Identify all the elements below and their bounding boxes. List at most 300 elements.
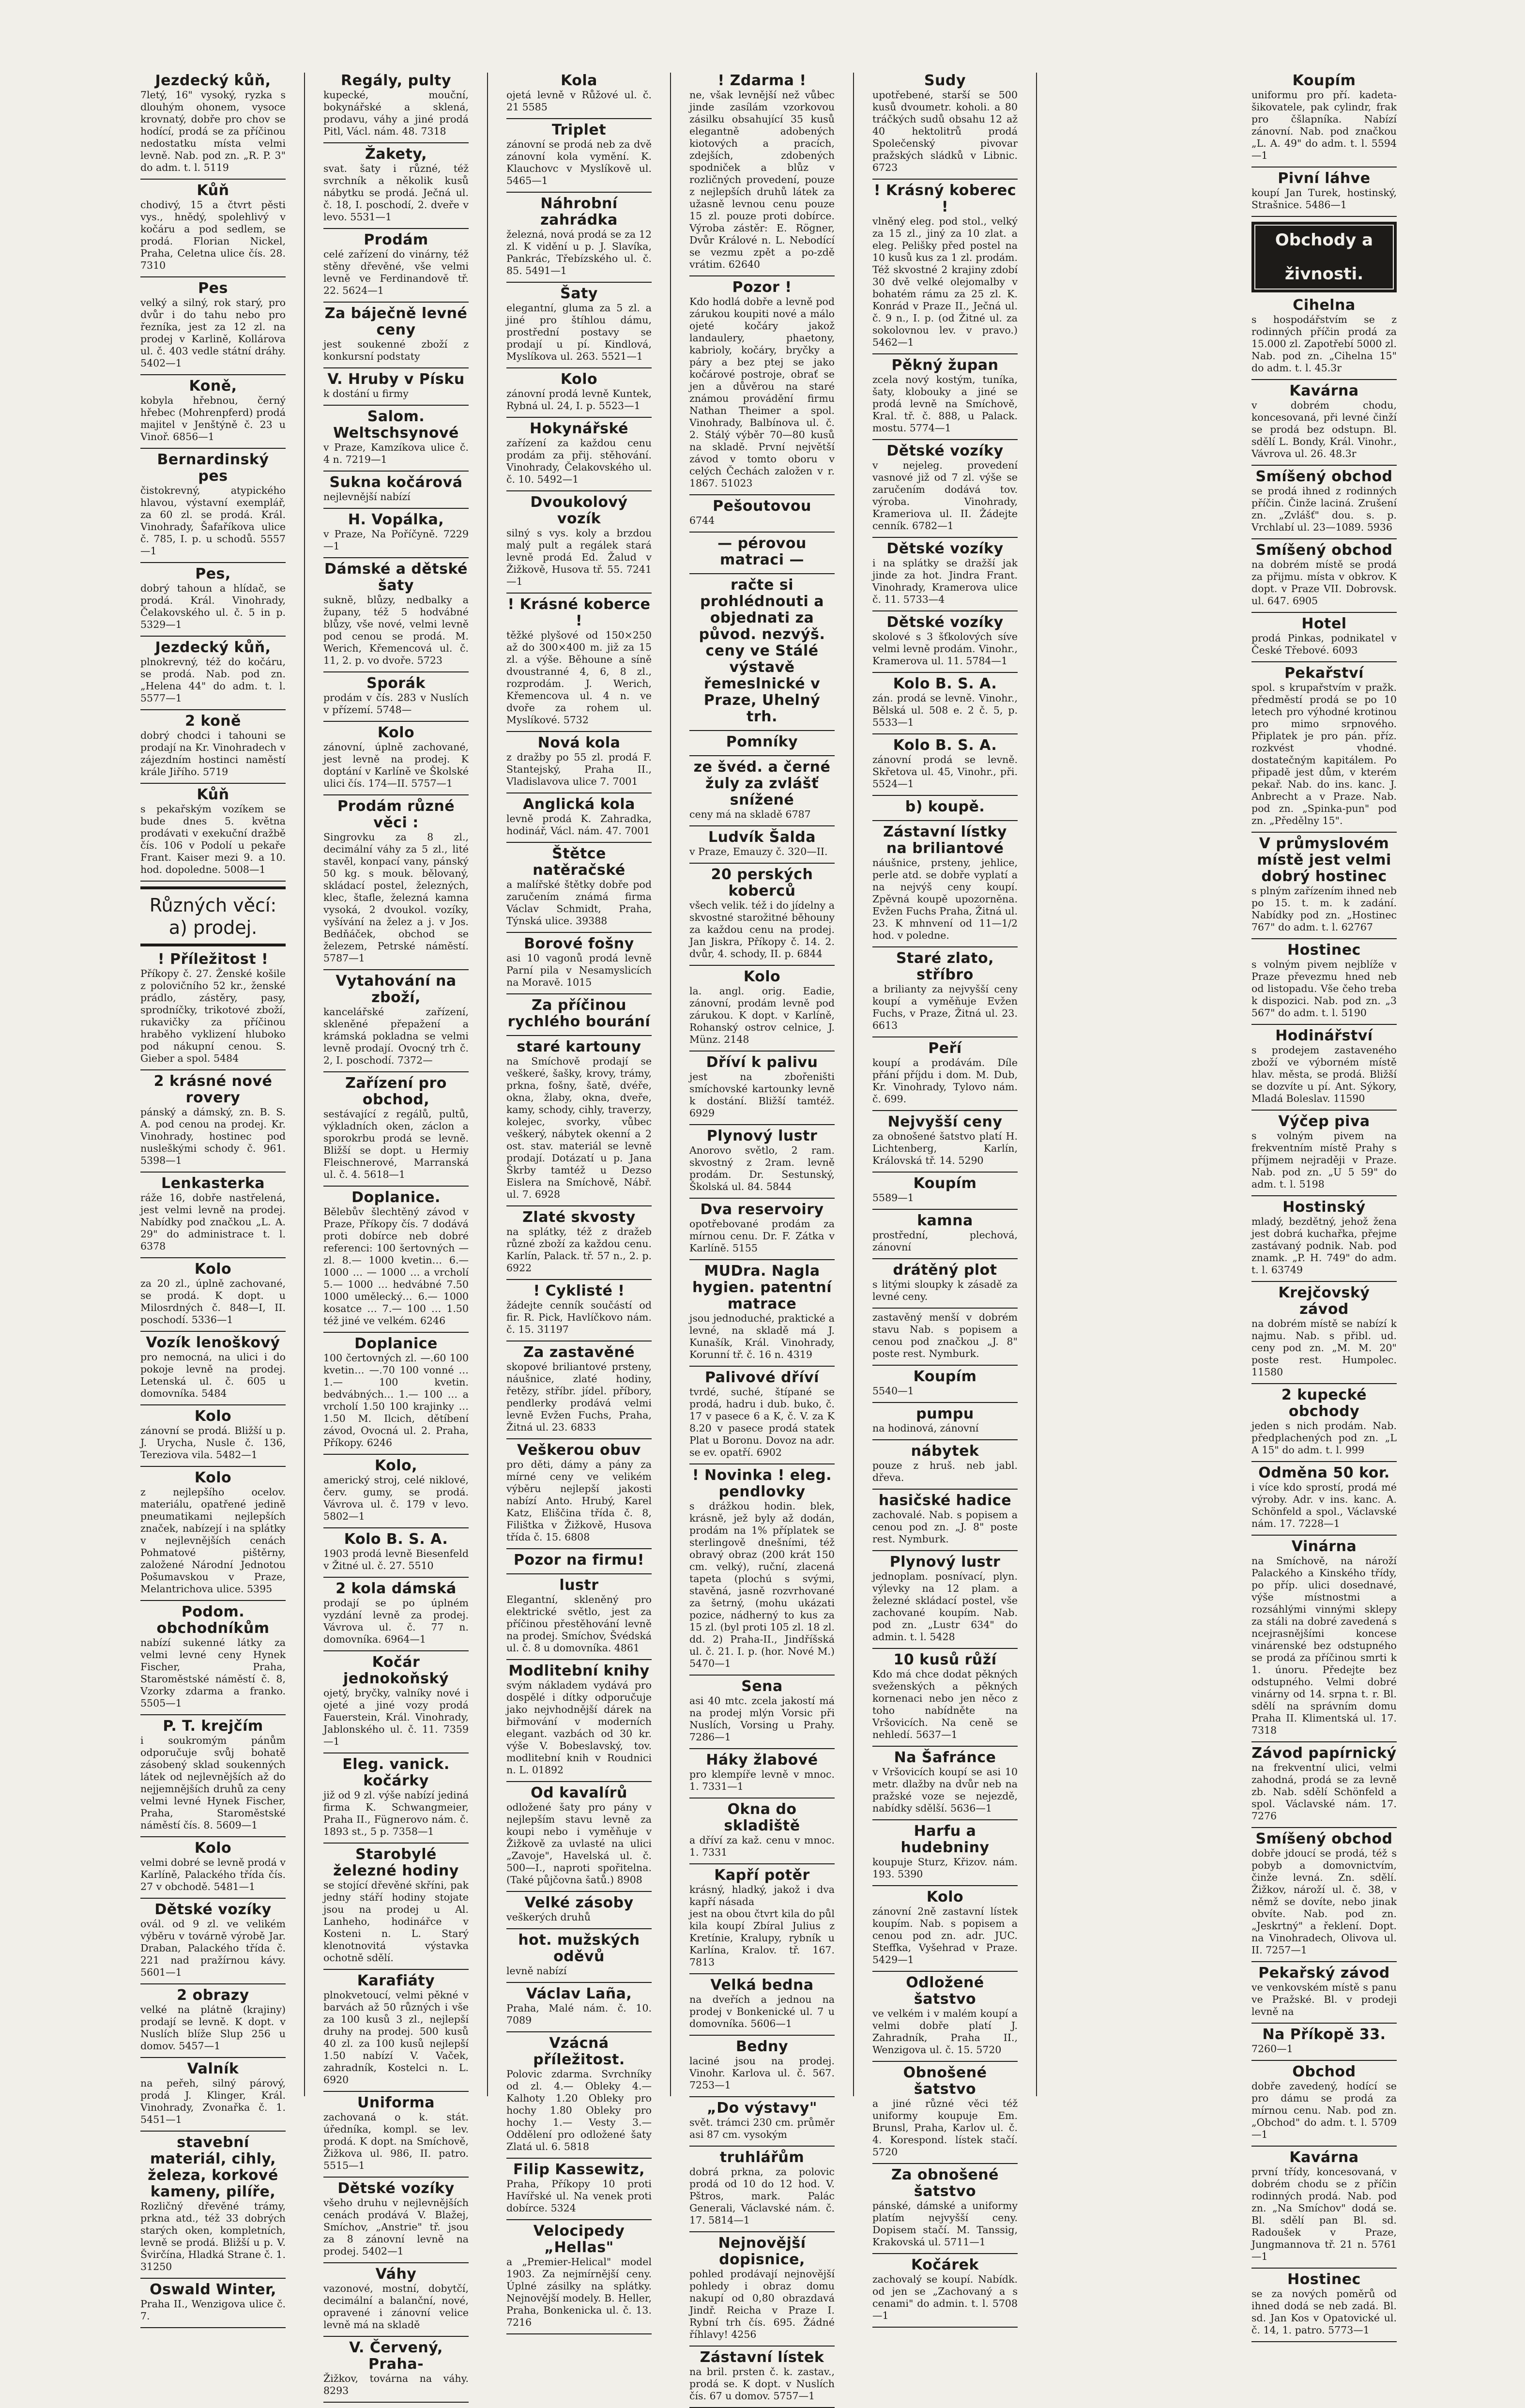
- classified-ad: [323, 1075, 469, 1181]
- classified-ad: [323, 512, 469, 552]
- classified-ad: [323, 2340, 469, 2397]
- ad-divider: [689, 1748, 835, 1749]
- ad-heading: Kolo: [560, 371, 598, 388]
- ad-heading: Hotel: [1301, 615, 1347, 632]
- ad-divider: [1251, 167, 1397, 168]
- ad-heading: 2 krásné nové rovery: [153, 1073, 273, 1106]
- ad-body: a brilianty za nejvyšší ceny koupí a vyměňuje Evžen Fuchs, v Praze, Žitná ul. 23. 6613: [872, 983, 1018, 1031]
- classified-ad: [872, 614, 1018, 667]
- ad-heading: Štětce natěračské: [533, 845, 625, 879]
- ad-heading: Váhy: [375, 2266, 417, 2283]
- ad-divider: [689, 573, 835, 574]
- ad-heading: Harfu a hudebniny: [900, 1823, 990, 1856]
- classified-ad: [872, 2257, 1018, 2322]
- ad-heading: Háky žlabové: [706, 1752, 818, 1768]
- ad-divider: [872, 2253, 1018, 2254]
- ad-heading: Žakety,: [365, 146, 427, 163]
- ad-body: pro děti, dámy a pány za mírné ceny ve velikém výběru nejlepší jakosti nabízí Anto. Hrubý, Karel Katz, Eliščina třída č. 8, Filištka v Žižkově, Husova třída č. 15. 6808: [506, 1459, 652, 1543]
- ad-divider: [689, 1366, 835, 1367]
- ad-heading: Kolo: [194, 1261, 232, 1278]
- classified-ad: [1251, 2064, 1397, 2141]
- classified-ad: [689, 1467, 835, 1670]
- ad-divider: [872, 672, 1018, 673]
- ad-heading: 20 perských koberců: [711, 866, 813, 899]
- ad-heading: Kola: [561, 72, 597, 89]
- ad-divider: [872, 1258, 1018, 1259]
- ad-heading: Cihelna: [1293, 297, 1356, 314]
- ad-heading: Závod papírnický: [1251, 1745, 1397, 1762]
- ad-heading: Dámské a dětské šaty: [324, 561, 468, 594]
- ad-heading: Nejvyšší ceny: [887, 1113, 1003, 1130]
- classified-ad: [1251, 2149, 1397, 2263]
- ad-divider: [872, 795, 1018, 796]
- column-1: [140, 72, 286, 2322]
- ad-heading: Hodinářství: [1275, 1027, 1373, 1044]
- ad-divider: [1251, 1827, 1397, 1828]
- ad-heading: Sudy: [924, 72, 966, 89]
- classified-ad: [140, 1840, 286, 1893]
- ad-divider: [140, 1836, 286, 1837]
- classified-ad: [689, 969, 835, 1046]
- ad-body: 7letý, 16" vysoký, ryzka s dlouhým ohonem, vysoce krovnatý, dobře pro chov se hodící, prodá se za příčinou nedostatku místa velmi levně. Nab. pod zn. „R. P. 3" do adm. t. l. 5119: [140, 89, 286, 173]
- classified-ad: [140, 183, 286, 272]
- classified-ad: [140, 1902, 286, 1979]
- ad-body: na dveřích a jednou na prodej v Bonkenické ul. 7 u domovníka. 5606—1: [689, 1994, 835, 2029]
- ad-body: sestávající z regálů, pultů, výkladních oken, záclon a sporokrbu prodá se levně. Bližší se dopt. u Hermiy Fleischnerové, Marranská ul. č. 4. 5618—1: [323, 1108, 469, 1180]
- ad-divider: [1251, 1461, 1397, 1462]
- ad-body: dobrá prkna, za polovic prodá od 10 do 12 hod. V. Pštros, mark. Palác Generali, Václavské nám. č. 17. 5814—1: [689, 2166, 835, 2226]
- ad-heading: Kolo B. S. A.: [893, 675, 997, 692]
- ad-heading: — pérovou matraci —: [717, 535, 807, 568]
- classified-ad: [140, 2282, 286, 2322]
- ad-body: la. angl. orig. Eadie, zánovní, prodám levně pod zárukou. K dopt. v Karlíně, Rohanský ostrov celnice, J. Münz. 2148: [689, 985, 835, 1045]
- ad-body: za 20 zl., úplně zachované, se prodá. K dopt. u Milosrdných č. 848—I, II. poschodí. 5336—1: [140, 1278, 286, 1326]
- classified-ad: [506, 421, 652, 486]
- ad-body: dobrý tahoun a hlídač, se prodá. Král. Vinohrady, Čelakovského ul. č. 5 in p. 5329—1: [140, 582, 286, 630]
- ad-heading: Dva reservoiry: [700, 1201, 824, 1218]
- classified-ad: [506, 2035, 652, 2153]
- ad-heading: Za obnošené šatstvo: [891, 2166, 999, 2200]
- ad-divider: [872, 1489, 1018, 1490]
- ad-divider: [1251, 2146, 1397, 2147]
- ad-heading: Kolo B. S. A.: [893, 737, 997, 754]
- ad-divider: [506, 490, 652, 491]
- classified-ad: [506, 846, 652, 927]
- ad-heading: ! Novinka ! eleg. pendlovky: [692, 1467, 832, 1500]
- ad-divider: [1251, 1281, 1397, 1282]
- ad-divider: [1251, 2268, 1397, 2269]
- classified-ad: [689, 2235, 835, 2341]
- ad-body: Polovic zdarma. Svrchníky od zl. 4.— Obleky 4.— Kalhoty 1.20 Obleky pro hochy 1.80 Obleky pro hochy 1.— Vesty 3.— Oddělení pro odložené šaty Zlatá ul. 6. 5818: [506, 2068, 652, 2152]
- ad-divider: [1251, 661, 1397, 662]
- ad-heading: Zařízení pro obchod,: [345, 1075, 447, 1108]
- ad-divider: [323, 2402, 469, 2403]
- classified-ad: [140, 566, 286, 631]
- ad-body: i na splátky se dražší jak jinde za hot. Jindra Frant. Vinohrady, Kramerova ulice č. 11. 5733—4: [872, 557, 1018, 605]
- ad-divider: [140, 709, 286, 710]
- ad-body: na frekventní ulici, velmi zahodná, prodá se za levně zb. Nab. sdělí Schönfeld a spol. Václavské nám. 17. 7276: [1251, 1762, 1397, 1822]
- ad-divider: [872, 2163, 1018, 2164]
- classified-ad: [689, 2039, 835, 2091]
- classified-ad: [872, 1369, 1018, 1397]
- ad-heading: Prodám různé věci :: [337, 798, 455, 831]
- ad-body: uniformu pro pří. kadeta-šikovatele, pak cylindr, frak pro čšlapníka. Nabízí zánovní. Nab. pod značkou „L. A. 49" do adm. t. l. 5594—1: [1251, 89, 1397, 161]
- ad-body: zánovní 2ně zastavní lístek koupím. Nab. s popisem a cenou pod zn. adr. JUC. Steffka, Vyšehrad v Praze. 5429—1: [872, 1905, 1018, 1966]
- ad-divider: [140, 2057, 286, 2058]
- classified-ad: [689, 734, 835, 750]
- ad-body: k dostání u firmy: [323, 388, 409, 399]
- ad-heading: P. T. krejčím: [163, 1718, 263, 1735]
- ad-heading: Dětské vozíky: [154, 1901, 272, 1918]
- ad-divider: [872, 1885, 1018, 1886]
- ad-body: a dříví za kaž. cenu v mnoc. 1. 7331: [689, 1834, 835, 1858]
- ad-heading: Peří: [928, 1040, 962, 1057]
- classified-ad: [506, 997, 652, 1030]
- ad-divider: [140, 783, 286, 784]
- ad-heading: H. Vopálka,: [348, 511, 444, 528]
- ad-heading: Dříví k palivu: [706, 1054, 818, 1071]
- ad-body: i více kdo sprostí, prodá mé výroby. Adr. v ins. kanc. A. Schönfeld a spol., Václavské nám. 17. 7228—1: [1251, 1481, 1397, 1529]
- classified-ad: [323, 474, 469, 503]
- ad-divider: [140, 1404, 286, 1405]
- ad-heading: Za báječně levné ceny: [324, 305, 468, 338]
- classified-ad: [1251, 469, 1397, 533]
- ad-body: Kdo hodlá dobře a levně pod zárukou koupiti nové a málo ojeté kočáry jakož landaulery, phaetony, kabrioly, kočáry, bryčky a páry a bez ptej se jako kočárové postroje, obrať se jen a důvěrou na staré známou provádění firmu Nathan Theimer a spol. Vinohrady, Balbínova ul. č. 2. Stálý výběr 70—80 kusů na skladě. První největší závod v tomto oboru v celých Čechách založen v r. 1867. 51023: [689, 296, 835, 489]
- ad-body: s volným pivem na frekventním místě Prahy s příjmem nejraději v Praze. Nab. pod zn. „U 5 59" do adm. t. l. 5198: [1251, 1130, 1397, 1190]
- classified-ad: [1251, 383, 1397, 460]
- ad-body: ve velkém i v malém koupí a velmi dobře platí J. Zahradník, Praha II., Wenzigova ul. č. 15. 5720: [872, 2008, 1018, 2056]
- classified-ad: [1251, 2027, 1397, 2055]
- classified-ad: [872, 183, 1018, 349]
- ad-divider: [872, 1439, 1018, 1440]
- classified-ad: [506, 494, 652, 588]
- classified-ad: [872, 1554, 1018, 1643]
- ad-body: vlněný eleg. pod stol., velký za 15 zl., jiný za 10 zlat. a eleg. Pelišky před postel na 10 kusů kus za 1 zl. prodám. Též skvostné 2 krajiny zdobí 30 dvě velké olejomalby v bohatém rámu za 25 zl. K. Konrád v Praze II., Ječná ul. č. 9 n., I. p. (od Žitné ul. za sokolovnou lev. v pravo.) 5462—1: [872, 215, 1018, 348]
- ad-body: asi 40 mtc. zcela jakostí má na prodej mlýn Vorsic při Nuslích, Vorsing u Prahy. 7286—1: [689, 1695, 835, 1743]
- classified-ad: [506, 122, 652, 187]
- ad-heading: Kolo B. S. A.: [344, 1531, 448, 1548]
- ad-divider: [872, 353, 1018, 354]
- ad-body: dobře zavedený, hodící se pro dámu se prodá za mírnou cenu. Nab. pod zn. „Obchod" do adm. t. l. 5709—1: [1251, 2080, 1397, 2140]
- column-rule: [487, 73, 488, 2096]
- ad-divider: [140, 1069, 286, 1070]
- ad-heading: ze švéd. a černé žuly za zvlášť snížené: [693, 759, 831, 808]
- ad-heading: Obchod: [1292, 2063, 1356, 2080]
- ad-divider: [1251, 1741, 1397, 1742]
- ad-heading: Od kavalírů: [531, 1784, 627, 1801]
- classified-ad: [323, 561, 469, 667]
- ad-body: v Vršovicích koupí se asi 10 metr. dlažby na dvůr neb na pražské voze se nejezdě, nabídky sdělší. 5636—1: [872, 1766, 1018, 1814]
- ad-divider: [872, 2327, 1018, 2328]
- classified-ad: [872, 824, 1018, 942]
- ad-heading: Sporák: [366, 675, 426, 692]
- ad-divider: [323, 2177, 469, 2178]
- ad-body: s drážkou hodin. blek, krásně, jež byly až dodán, prodám na 1% příplatek se sterlingově dnešními, též obravý obraz (200 krát 150 cm. velký), ruční, zlacená tapeta (plochú s svými, stavěná, jasně rozvrhované za šetrný, (mohu ukázati pozice, nádherný to kus za 15 zl. (byl proti 105 zl. 18 zl. dd. 2) Praha-II., Jindříšská ul. č. 21. I. p. (hor. Nové M.) 5470—1: [689, 1500, 835, 1669]
- ad-body: zachovaná o k. stát. úředníka, kompl. se lev. prodá. K dopt. na Smíchově, Žižkova ul. 986, II. patro. 5515—1: [323, 2111, 469, 2171]
- ad-heading: Šaty: [560, 285, 598, 302]
- ad-body: Praha II., Wenzigova ulice č. 7.: [140, 2298, 286, 2322]
- ad-divider: [689, 825, 835, 826]
- ad-heading: 2 kola dámská: [336, 1580, 457, 1597]
- ad-divider: [506, 2031, 652, 2032]
- ad-body: zánovní se prodá. Bližší u p. J. Urycha, Nusle č. 136, Tereziova vila. 5482—1: [140, 1425, 286, 1461]
- classified-ad: [872, 1889, 1018, 1966]
- ad-divider: [1251, 832, 1397, 833]
- ad-body: 6744: [689, 515, 715, 526]
- classified-ad: [872, 1406, 1018, 1434]
- ad-body: Žižkov, továrna na váhy. 8293: [323, 2373, 469, 2396]
- page-edge: [1481, 0, 1525, 2152]
- ad-heading: Nejnovější dopisnice,: [718, 2235, 806, 2268]
- classified-ad: [323, 1531, 469, 1572]
- ad-divider: [872, 1308, 1018, 1309]
- ad-body: nejlevnější nabízí: [323, 491, 411, 503]
- classified-ad: [1251, 170, 1397, 211]
- ad-heading: Vinárna: [1291, 1538, 1357, 1555]
- ad-divider: [140, 374, 286, 375]
- ad-divider: [689, 730, 835, 731]
- classified-ad: [1251, 1539, 1397, 1737]
- ad-heading: Kočár jednokoňský: [343, 1654, 449, 1687]
- ad-body: v Praze, Kamzíkova ulice č. 4 n. 7219—1: [323, 442, 469, 465]
- classified-ad: [323, 1458, 469, 1523]
- ad-heading: Hostinský: [1282, 1199, 1366, 1216]
- classified-ad: [140, 2061, 286, 2126]
- ad-heading: Kůň: [197, 786, 229, 803]
- ad-heading: Filip Kassewitz,: [513, 2161, 645, 2178]
- ad-heading: Borové fošny: [524, 935, 634, 952]
- ad-divider: [506, 2219, 652, 2220]
- ad-body: pro nemocná, na ulici i do pokoje levně na prodej. Letenská ul. č. 605 u domovníka. 5484: [140, 1351, 286, 1399]
- ad-body: nabízí sukenné látky za velmi levné ceny Hynek Fischer, Praha, Staroměstské náměstí č. 8, Vzorky zdarma a franko. 5505—1: [140, 1637, 286, 1709]
- ad-body: levně prodá K. Zahradka, hodinář, Václ. nám. 47. 7001: [506, 813, 652, 837]
- classified-ad: [689, 867, 835, 960]
- ad-heading: Kolo: [194, 1469, 232, 1486]
- ad-heading: Vzácná příležitost.: [533, 2035, 625, 2068]
- ad-divider: [1251, 2023, 1397, 2024]
- classified-ad: [1251, 542, 1397, 607]
- ad-heading: Anglická kola: [523, 796, 635, 813]
- classified-ad: [872, 443, 1018, 532]
- classified-ad: [506, 735, 652, 788]
- ad-heading: Hokynářské: [530, 420, 628, 437]
- ad-heading: Pěkný župan: [891, 357, 999, 374]
- ad-divider: [506, 993, 652, 994]
- ad-body: 1903 prodá levně Biesenfeld v Žitné ul. č. 27. 5510: [323, 1548, 469, 1571]
- ad-divider: [140, 2131, 286, 2132]
- newspaper-page: [140, 72, 1397, 2402]
- ad-heading: hot. mužských oděvů: [518, 1932, 640, 1965]
- ad-body: elegantní, gluma za 5 zl. a jiné pro štíhlou dámu, prostřední postavy se prodají u pí. Kindlová, Myslíkova ul. 263. 5521—1: [506, 302, 652, 362]
- ad-body: plnokvetoucí, velmi pěkné v barvách až 50 různých i vše za 100 kusů 3 zl., nejlepší druhy na prodej. 500 kusů 40 zl. za 100 kusů nejlepší 1.50 nabízí V. Vaček, zahradník, Kostelci n. L. 6920: [323, 1989, 469, 2086]
- ad-body: se stojící dřevěné skříni, pak jedny stáří hodiny stojate jsou na prodej u Al. Lanheho, hodinářce v Kosteni n. L. Starý klenotnovitá výstavka ochotně sdělí.: [323, 1879, 469, 1964]
- ad-divider: [1251, 216, 1397, 217]
- ad-heading: ! Krásný koberec !: [873, 182, 1017, 215]
- ad-body: na peřeh, silný párový, prodá J. Klinger, Král. Vinohrady, Zvonařka č. 1. 5451—1: [140, 2077, 286, 2125]
- classified-ad: [323, 1581, 469, 1646]
- ad-heading: Na Příkopě 33.: [1262, 2026, 1386, 2043]
- ad-heading: nábytek: [911, 1443, 979, 1460]
- section-heading-box: Obchody a živnosti.: [1251, 222, 1397, 292]
- ad-divider: [689, 1124, 835, 1125]
- ad-body: silný s vys. koly a brzdou malý pult a regálek stará levně prodá Ed. Žalud v Žižkově, Husova tř. 55. 7241—1: [506, 527, 652, 587]
- classified-ad: [689, 1752, 835, 1793]
- ad-body: a „Premier-Helical" model 1903. Za nejmírnější ceny. Úplné zásilky na splátky. Nejnovější modely. B. Heller, Praha, Bonkenicka ul. č. 13. 7216: [506, 2256, 652, 2328]
- ad-divider: [1251, 379, 1397, 380]
- classified-ad: [140, 1987, 286, 2052]
- ad-divider: [872, 610, 1018, 611]
- section-rule: [140, 944, 286, 946]
- classified-ad: [1251, 297, 1397, 374]
- ad-heading: Kolo: [194, 1840, 232, 1857]
- ad-body: a malířské štětky dobře pod zaručením známá firma Václav Schmidt, Praha, Týnská ulice. 39388: [506, 879, 652, 927]
- ad-body: velmi dobré se levně prodá v Karlíně, Palackého třída čís. 27 v obchodě. 5481—1: [140, 1857, 286, 1892]
- ad-heading: Za příčinou rychlého bourání: [507, 997, 651, 1030]
- ad-divider: [1251, 1024, 1397, 1025]
- ad-heading: Karafiáty: [357, 1972, 435, 1989]
- classified-ad: [506, 73, 652, 113]
- ad-body: Rozličný dřevěné trámy, prkna atd., též 33 dobrých starých oken, kompletních, levně se prodá. Bližší u p. V. Švirčína, Hladká Strane č. 1. 31250: [140, 2200, 286, 2272]
- ad-heading: Velké zásoby: [524, 1894, 634, 1911]
- ad-heading: 2 kupecké obchody: [1281, 1387, 1367, 1420]
- classified-ad: [506, 196, 652, 277]
- ad-body: s litými sloupky k zásadě za levné ceny.: [872, 1279, 1018, 1302]
- ad-divider: [323, 794, 469, 795]
- ad-body: všeho druhu v nejlevnějších cenách prodává V. Blažej, Smíchov, „Anstrie" tř. jsou za 8 zánovní levně na prodej. 5402—1: [323, 2197, 469, 2257]
- ad-heading: Salom. Weltschsynové: [333, 408, 459, 442]
- ad-body: ve venkovském místě s panu ve Pražské. Bl. v prodeji levně na: [1251, 1981, 1397, 2017]
- classified-ad: [872, 357, 1018, 434]
- ad-divider: [323, 2262, 469, 2263]
- ad-body: asi 10 vagonů prodá levně Parní pila v Nesamyslicích na Moravě. 1015: [506, 952, 652, 988]
- ad-heading: Oswald Winter,: [150, 2281, 276, 2298]
- ad-divider: [323, 405, 469, 406]
- ad-heading: Staré zlato, stříbro: [896, 950, 994, 983]
- ad-divider: [140, 1257, 286, 1258]
- ad-body: Praha, Příkopy 10 proti Havířské ul. Na venek proti dobírce. 5324: [506, 2178, 652, 2214]
- classified-ad: [689, 1370, 835, 1459]
- ad-divider: [1251, 1535, 1397, 1536]
- classified-ad: [506, 796, 652, 837]
- ad-body: zachovalé. Nab. s popisem a cenou pod zn. „J. 8" poste rest. Nymburk.: [872, 1509, 1018, 1545]
- ad-body: žádejte cenník součástí od fir. R. Pick, Havlíčkovo nám. č. 15. 31197: [506, 1299, 652, 1335]
- ad-divider: [323, 2336, 469, 2337]
- ad-body: na dobrém místě se nabízí k najmu. Nab. s přibl. ud. ceny pod zn. „M. M. 20" poste rest. Humpolec. 11580: [1251, 1318, 1397, 1378]
- classified-ad: [323, 1756, 469, 1838]
- ad-heading: pumpu: [916, 1405, 974, 1422]
- ad-heading: Ludvík Šalda: [708, 829, 816, 846]
- classified-ad: [689, 1801, 835, 1859]
- ad-divider: [506, 1573, 652, 1574]
- ad-divider: [323, 1071, 469, 1072]
- classified-ad: [506, 371, 652, 412]
- classified-ad: [1251, 1285, 1397, 1378]
- ad-heading: Velká bedna: [710, 1977, 814, 1994]
- classified-ad: [872, 1040, 1018, 1105]
- ad-heading: Odložené šatstvo: [906, 1974, 984, 2008]
- classified-ad: [1251, 73, 1397, 162]
- column-3: [506, 72, 652, 2328]
- ad-body: chodivý, 15 a čtvrt pěsti vys., hnědý, spolehlivý v kočáru a pod sedlem, se prodá. Florian Nickel, Praha, Celetna ulice čís. 28. 7310: [140, 199, 286, 271]
- classified-ad: [506, 1895, 652, 1923]
- ad-body: zařízení za každou cenu prodám za přij. stěhování. Vinohrady, Čelakovského ul. č. 10. 5492—1: [506, 437, 652, 485]
- classified-ad: [506, 1577, 652, 1654]
- ad-body: odložené šaty pro pány v nejlepším stavu levně za koupi nebo i vyměňuje v Žižkově za uvlasté na ulici „Zavoje", Havelská ul. č. 500—I., naproti spořitelna. (Také půjčovna šatů.) 8908: [506, 1801, 652, 1886]
- column-rule: [670, 73, 671, 2096]
- ad-body: jest na zbořeništi smíchovské kartounky levně k dostání. Bližší tamtéž. 6929: [689, 1071, 835, 1119]
- ad-divider: [1251, 538, 1397, 539]
- classified-ad: [323, 1654, 469, 1748]
- ad-divider: [323, 228, 469, 229]
- ad-body: skolové s 3 šťkolových síve velmi levně prodám. Vinohr., Kramerova ul. 11. 5784—1: [872, 631, 1018, 667]
- ad-body: se prodá ihned z rodinných příčin. Činže laciná. Zrušení zn. „Zvlášť" dou. s. p. Vrchlabí ul. 23—1089. 5936: [1251, 485, 1397, 533]
- ad-divider: [1251, 612, 1397, 613]
- section-title: Různých věcí: a) prodej.: [149, 895, 277, 938]
- ad-heading: Pivní láhve: [1278, 170, 1371, 187]
- ad-body: pánský a dámský, zn. B. S. A. pod cenou na prodej. Kr. Vinohrady, hostinec pod nusleškými schody č. 961. 5398—1: [140, 1106, 286, 1166]
- ad-body: koupí Jan Turek, hostinský, Strašnice. 5486—1: [1251, 187, 1397, 211]
- ad-heading: Dětské vozíky: [886, 540, 1004, 557]
- ad-divider: [140, 1898, 286, 1899]
- section-rule: [140, 886, 286, 889]
- classified-ad: [689, 1202, 835, 1254]
- ad-heading: Uniforma: [357, 2094, 435, 2111]
- ad-body: jeden s nich prodám. Nab. předplachených pod zn. „L A 15" do adm. t. l. 999: [1251, 1420, 1397, 1456]
- ad-heading: Okna do skladiště: [724, 1801, 800, 1834]
- ad-body: na Smíchově, na nároží Palackého a Kinského třídy, po příp. ulici dosednavé, výše místnostmi a rozsáhlými vinnými sklepy za stáli na dobré zavedená s ncejrasnějšími koncese vinárenské bez odstupného se prodá za příčinou smrti k 1. únoru. Předejte bez odstupného. Velmi dobré vinárny od 14. srpna t. r. Bl. sdělí na správním domu Praha II. Klimentská ul. 17. 7318: [1251, 1555, 1397, 1736]
- ad-divider: [140, 1714, 286, 1715]
- classified-ad: [140, 1470, 286, 1595]
- ad-body: prostřední, plechová, zánovní: [872, 1229, 1018, 1253]
- ad-divider: [140, 179, 286, 180]
- ad-divider: [1251, 1110, 1397, 1111]
- ad-divider: [689, 1973, 835, 1974]
- ad-body: se za nových poměrů od ihned dodá se neb zadá. Bl. sd. Jan Kos v Opatovické ul. č. 14, 1. patro. 5773—1: [1251, 2288, 1397, 2336]
- classified-ad: [506, 1039, 652, 1201]
- classified-ad: [689, 829, 835, 858]
- ad-heading: Náhrobní zahrádka: [540, 195, 618, 229]
- classified-ad: [689, 1867, 835, 1968]
- classified-ad: [872, 2065, 1018, 2158]
- ad-heading: stavební materiál, cihly, železa, korkové kameny, pilíře,: [148, 2134, 278, 2200]
- classified-ad: [506, 2223, 652, 2329]
- ad-body: Elegantní, skleněný pro elektrické světlo, jest za příčinou přestěhování levně na prodej. Smíchov, Švédská ul. č. 8 u domovníka. 4861: [506, 1594, 652, 1654]
- ad-body: kupecké, mouční, bokynářské a sklená, prodavu, váhy a jiné prodá Pitl, Václ. nám. 48. 7318: [323, 89, 469, 137]
- ad-heading: „Do výstavy": [707, 2100, 817, 2117]
- ad-divider: [323, 1577, 469, 1578]
- classified-ad: [323, 146, 469, 223]
- ad-divider: [323, 1969, 469, 1970]
- classified-ad: [140, 2134, 286, 2273]
- ad-divider: [872, 1365, 1018, 1366]
- ad-body: ceny má na skladě 6787: [689, 808, 811, 820]
- ad-heading: lustr: [559, 1577, 599, 1594]
- ad-divider: [323, 1843, 469, 1844]
- ad-heading: Smíšený obchod: [1255, 1830, 1393, 1847]
- ad-body: s plným zařízením ihned neb po 15. t. m. k zadání. Nabídky pod zn. „Hostinec 767" do adm. t. l. 62767: [1251, 885, 1397, 933]
- ad-heading: drátěný plot: [893, 1262, 997, 1279]
- ad-heading: Zástavní lístek: [700, 2349, 824, 2366]
- ad-heading: Hostinec: [1287, 942, 1361, 959]
- ad-divider: [323, 557, 469, 558]
- ad-heading: Triplet: [551, 122, 607, 138]
- classified-ad: [506, 936, 652, 989]
- ad-heading: ! Krásné koberce !: [507, 596, 651, 629]
- ad-divider: [872, 1172, 1018, 1173]
- classified-ad: [1251, 836, 1397, 933]
- classified-ad: [140, 378, 286, 443]
- ad-body: opotřebované prodám za mírnou cenu. Dr. F. Zátka v Karlíně. 5155: [689, 1218, 835, 1254]
